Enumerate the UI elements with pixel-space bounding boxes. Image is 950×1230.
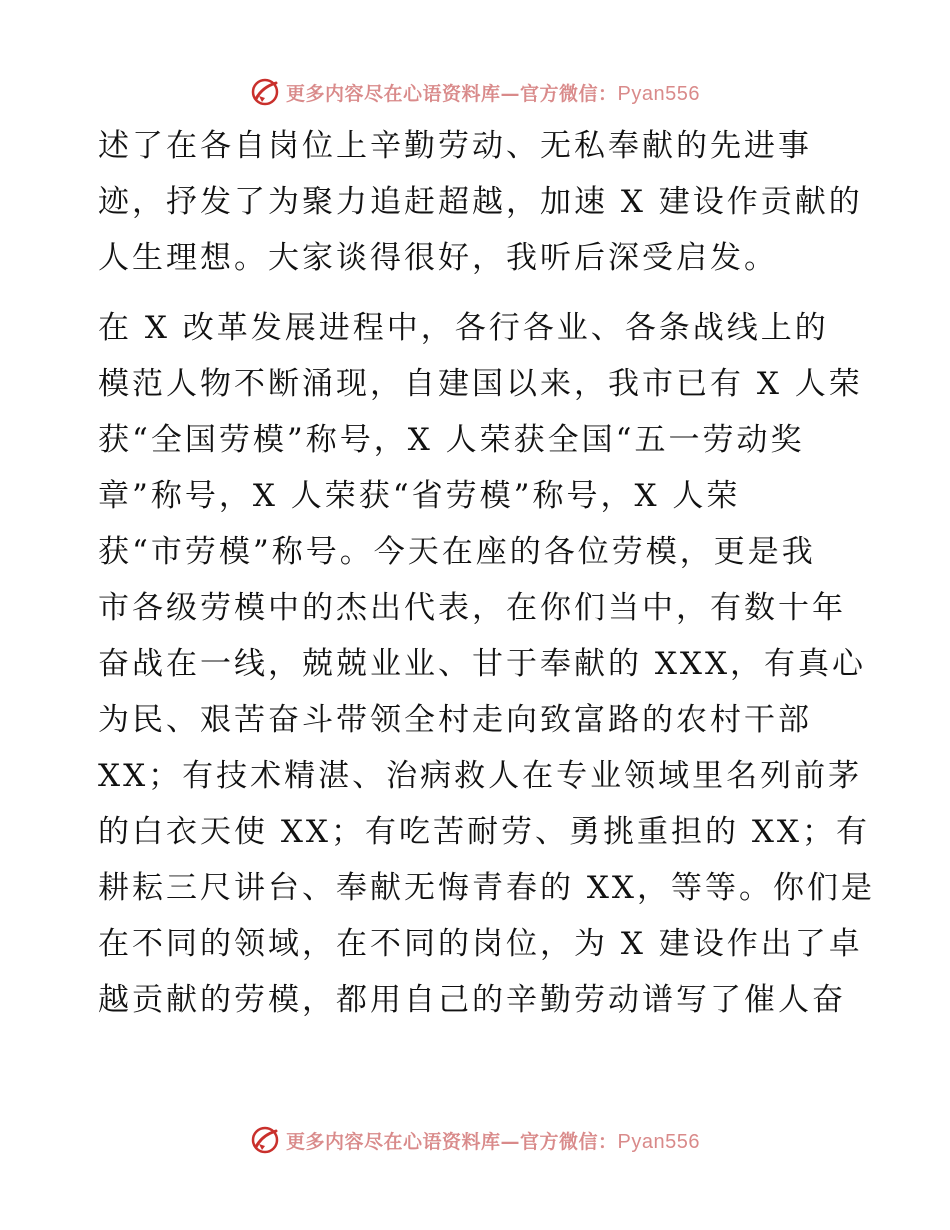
paragraph: [98, 118, 863, 286]
text-line: 市各级劳模中的杰出代表，在你们当中，有数十年: [98, 590, 846, 626]
text-line: 越贡献的劳模，都用自己的辛勤劳动谱写了催人奋: [98, 982, 846, 1018]
text-line: 获“全国劳模”称号，X 人荣获全国“五一劳动奖: [98, 422, 805, 458]
text-line: 人生理想。大家谈得很好，我听后深受启发。: [98, 240, 778, 276]
text-line: 迹，抒发了为聚力追赶超越，加速 X 建设作贡献的: [98, 184, 863, 220]
text-line: XX；有技术精湛、治病救人在专业领域里名列前茅: [98, 758, 863, 794]
paragraph-gap: [98, 286, 858, 300]
text-line: 的白衣天使 XX；有吃苦耐劳、勇挑重担的 XX；有: [98, 814, 870, 850]
text-line: 章”称号，X 人荣获“省劳模”称号，X 人荣: [98, 478, 741, 514]
watermark-text: 更多内容尽在心语资料库—官方微信：Pyan556: [286, 82, 700, 105]
text-line: 获“市劳模”称号。今天在座的各位劳模，更是我: [98, 534, 816, 570]
text-line: 模范人物不断涌现，自建国以来，我市已有 X 人荣: [98, 366, 863, 402]
paragraph: [98, 300, 875, 1028]
document-body: [98, 118, 875, 1028]
watermark-text: 更多内容尽在心语资料库—官方微信：Pyan556: [286, 1130, 700, 1153]
text-line: 奋战在一线，兢兢业业、甘于奉献的 XXX，有真心: [98, 646, 867, 682]
header-watermark: [0, 72, 950, 112]
text-line: 在不同的领域，在不同的岗位，为 X 建设作出了卓: [98, 926, 863, 962]
footer-watermark: [0, 1120, 950, 1160]
text-line: 述了在各自岗位上辛勤劳动、无私奉献的先进事: [98, 128, 812, 164]
pen-logo-icon: [250, 1125, 280, 1155]
text-line: 为民、艰苦奋斗带领全村走向致富路的农村干部: [98, 702, 812, 738]
text-line: 在 X 改革发展进程中，各行各业、各条战线上的: [98, 310, 829, 346]
text-line: 耕耘三尺讲台、奉献无悔青春的 XX，等等。你们是: [98, 870, 875, 906]
pen-logo-icon: [250, 77, 280, 107]
